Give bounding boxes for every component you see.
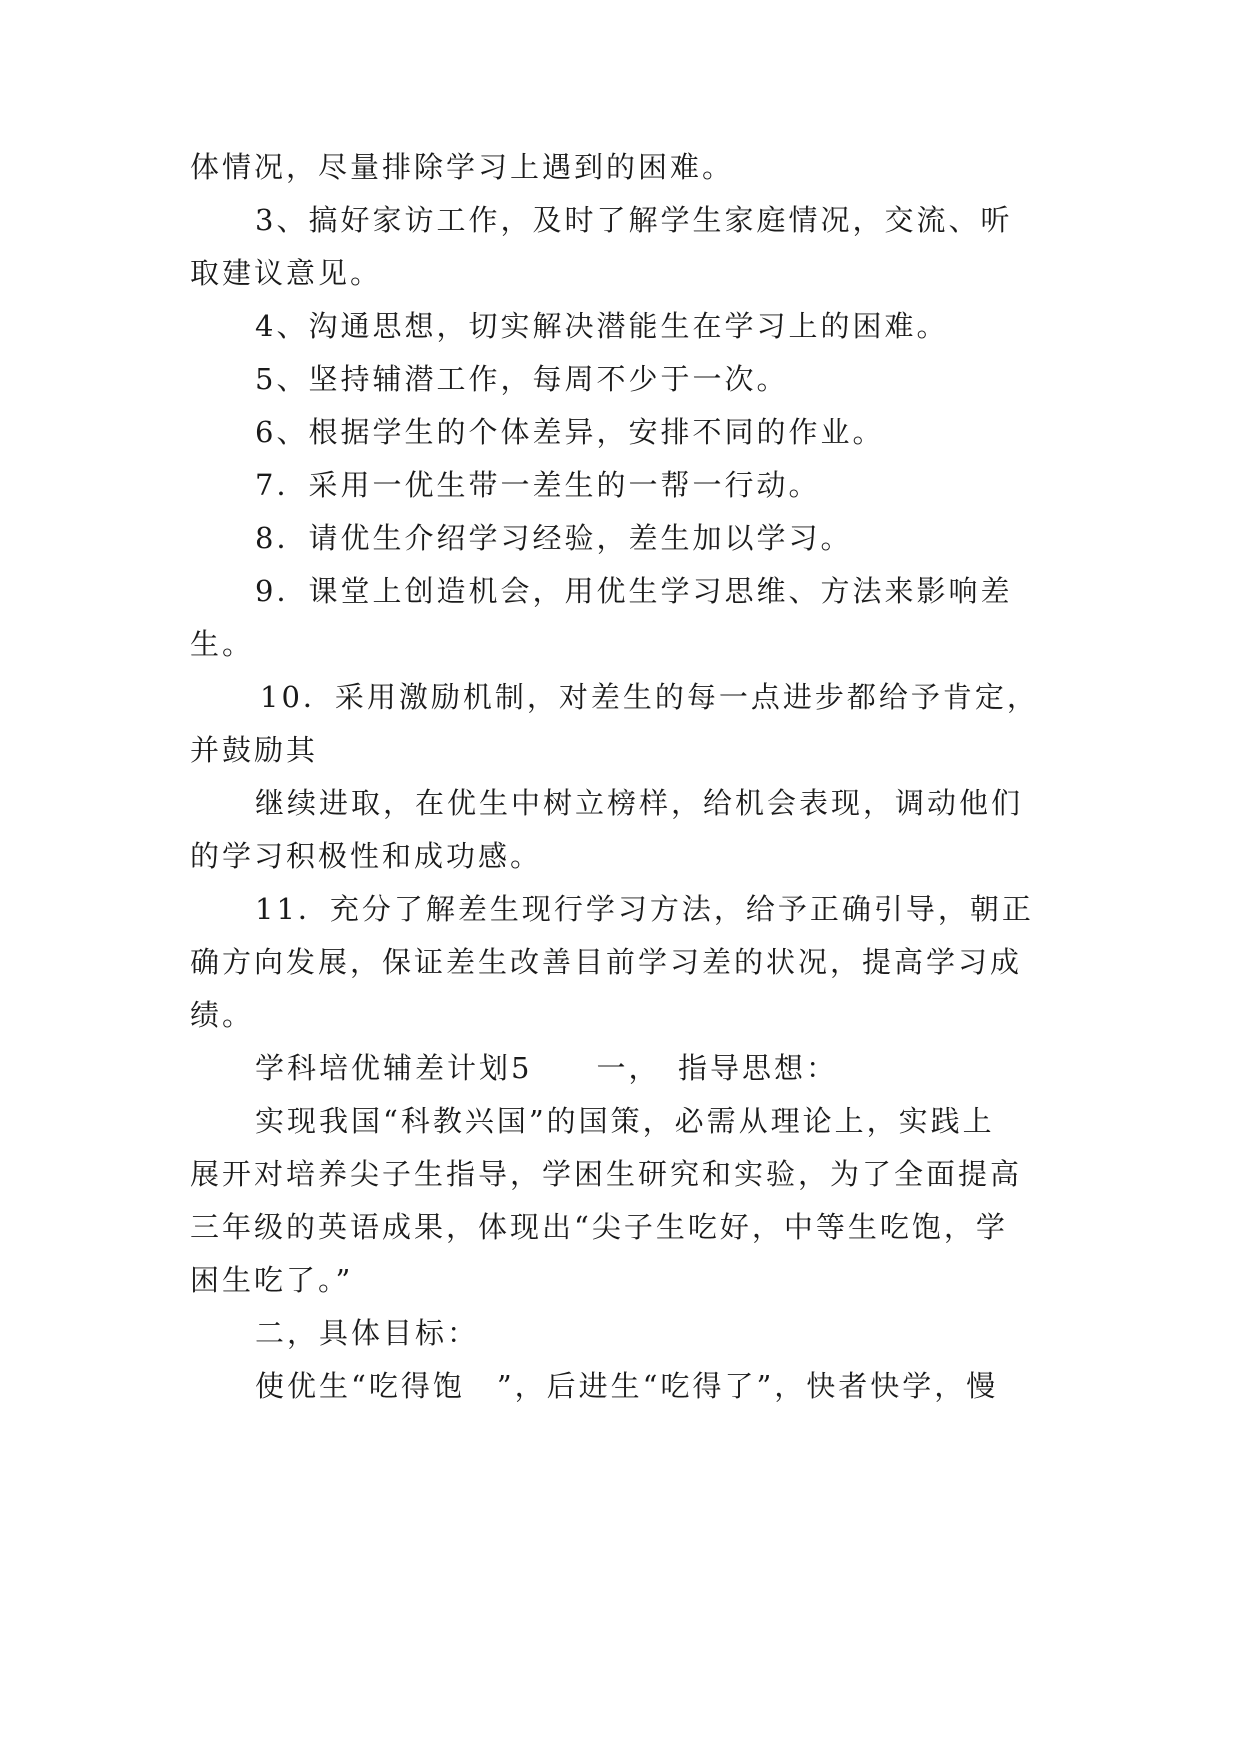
text-line: 8．请优生介绍学习经验，差生加以学习。	[255, 521, 853, 555]
text-line: 实现我国“科教兴国”的国策，必需从理论上，实践上	[255, 1104, 995, 1138]
text-line: 使优生“吃得饱 ”，后进生“吃得了”，快者快学，慢	[255, 1369, 999, 1403]
text-line: 体情况，尽量排除学习上遇到的困难。	[190, 150, 735, 184]
text-line: 的学习积极性和成功感。	[190, 839, 543, 873]
section-heading: 学科培优辅差计划5 一， 指导思想：	[255, 1051, 838, 1085]
text-line: 4、沟通思想，切实解决潜能生在学习上的困难。	[255, 309, 949, 343]
text-line: 生。	[190, 627, 255, 661]
text-line: 7．采用一优生带一差生的一帮一行动。	[255, 468, 821, 502]
text-line: 6、根据学生的个体差异，安排不同的作业。	[255, 415, 885, 449]
text-line: 取建议意见。	[190, 256, 383, 290]
section-heading: 二，具体目标：	[255, 1316, 480, 1350]
text-line: 3、搞好家访工作，及时了解学生家庭情况，交流、听	[255, 203, 1013, 237]
text-line: 继续进取，在优生中树立榜样，给机会表现，调动他们	[255, 786, 1024, 820]
text-line: 展开对培养尖子生指导，学困生研究和实验，为了全面提高	[190, 1157, 1023, 1191]
text-line: 确方向发展，保证差生改善目前学习差的状况，提高学习成	[190, 945, 1023, 979]
text-line: 并鼓励其	[190, 733, 319, 767]
text-line: 5、坚持辅潜工作，每周不少于一次。	[255, 362, 789, 396]
text-line: 困生吃了。”	[190, 1263, 354, 1297]
text-line: 9．课堂上创造机会，用优生学习思维、方法来影响差	[255, 574, 1013, 608]
text-line: 11．充分了解差生现行学习方法，给予正确引导，朝正	[255, 892, 1034, 926]
text-line: 三年级的英语成果，体现出“尖子生吃好，中等生吃饱，学	[190, 1210, 1008, 1244]
text-line: 10．采用激励机制，对差生的每一点进步都给予肯定，	[260, 680, 1039, 714]
text-line: 绩。	[190, 998, 255, 1032]
